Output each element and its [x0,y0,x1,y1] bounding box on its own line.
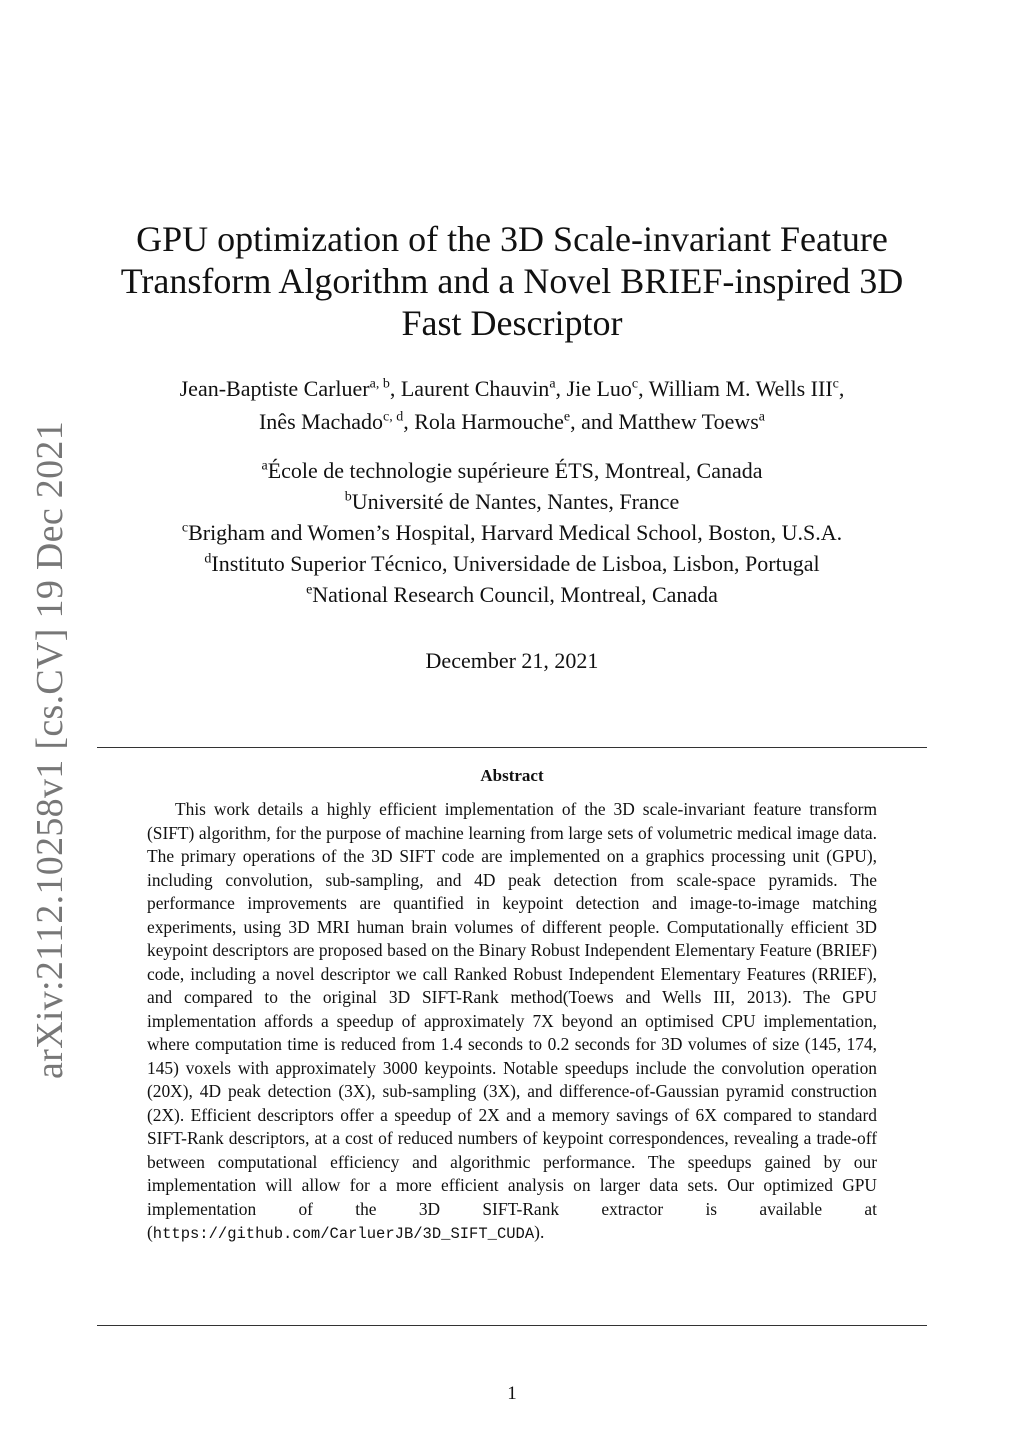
author-name: Inês Machado [258,409,383,434]
affiliation-mark: e [306,582,313,598]
author-name: Rola Harmouche [414,409,564,434]
affiliation-line [90,579,934,610]
author-affiliation-mark: c, d [383,409,404,425]
author-name: Jie Luo [566,376,632,401]
author-name: Jean-Baptiste Carluer [179,376,370,401]
author-name: William M. Wells III [648,376,833,401]
author-list: Jean-Baptiste Carluer$^{a, b}$, Laurent Chauvin$^a$, Jie Luo$^c$, William M. Wells III$^c$, Inês Machado$^{c, d}$, Rola Harmouche$^e$, and Matthew Toews$^a$ [179,376,845,434]
code-repository-link[interactable]: https://github.com/CarluerJB/3D_SIFT_CUDA [152,1225,535,1243]
affiliation-line [90,455,934,486]
affiliation-text: Brigham and Women’s Hospital, Harvard Medical School, Boston, U.S.A. [188,520,843,545]
author-name: Matthew Toews [618,409,759,434]
paper-title: GPU optimization of the 3D Scale-invariant Feature Transform Algorithm and a Novel BRIEF-inspired 3D Fast Descriptor [120,219,904,343]
affiliation-mark: d [204,551,212,567]
abstract-text-end: ). [534,1222,545,1242]
affiliation-line [90,486,934,517]
abstract-top-divider [97,747,927,748]
author-affiliation-mark: a [758,409,766,425]
affiliation-list [90,455,934,610]
affiliation-line [90,517,934,548]
arxiv-identifier-stamp: arXiv:2112.10258v1 [cs.CV] 19 Dec 2021 [29,421,71,1079]
author-affiliation-mark: a [549,376,556,392]
author-affiliation-mark: c [832,376,839,392]
affiliation-text: Instituto Superior Técnico, Universidade de Lisboa, Lisbon, Portugal [211,551,820,576]
abstract-bottom-divider [97,1325,927,1326]
author-affiliation-mark: e [563,409,571,425]
affiliation-text: National Research Council, Montreal, Canada [312,582,718,607]
affiliation-text: École de technologie supérieure ÉTS, Montreal, Canada [267,458,763,483]
publication-date: December 21, 2021 [425,648,599,673]
affiliation-mark: b [344,489,352,505]
author-affiliation-mark: c [631,376,639,392]
author-name: Laurent Chauvin [400,376,550,401]
page-number: 1 [507,1383,517,1404]
abstract-body [147,798,877,1247]
abstract-heading: Abstract [480,766,544,785]
affiliation-text: Université de Nantes, Nantes, France [351,489,680,514]
affiliation-mark: c [181,520,189,536]
author-affiliation-mark: a, b [369,376,390,392]
affiliation-mark: a [261,458,268,474]
affiliation-line [90,548,934,579]
abstract-text: This work details a highly efficient implementation of the 3D scale-invariant feature transform (SIFT) algorithm, for the purpose of machine learning from large sets of volumetric medical image data. The primary operations of the 3D SIFT code are implemented on a graphics processing unit (GPU), including convolution, sub-sampling, and 4D peak detection from scale-space pyramids. The performance improvements are quantified in keypoint detection and image-to-image matching experiments, using 3D MRI human brain volumes of different people. Computationally efficient 3D keypoint descriptors are proposed based on the Binary Robust Independent Elementary Feature (BRIEF) code, including a novel descriptor we call Ranked Robust Independent Elementary Features (RRIEF), and compared to the original 3D SIFT-Rank method(Toews and Wells III, 2013). The GPU implementation affords a speedup of approximately 7X beyond an optimised CPU implementation, where computation time is reduced from 1.4 seconds to 0.2 seconds for 3D volumes of size (145, 174, 145) voxels with approximately 3000 keypoints. Notable speedups include the convolution operation (20X), 4D peak detection (3X), sub-sampling (3X), and difference-of-Gaussian pyramid construction (2X). Efficient descriptors offer a speedup of 2X and a memory savings of 6X compared to standard SIFT-Rank descriptors, at a cost of reduced numbers of keypoint correspondences, revealing a trade-off between computational efficiency and algorithmic performance. The speedups gained by our implementation will allow for a more efficient analysis on larger data sets. Our optimized GPU implementation of the 3D SIFT-Rank extractor is available at ( [147,799,877,1242]
